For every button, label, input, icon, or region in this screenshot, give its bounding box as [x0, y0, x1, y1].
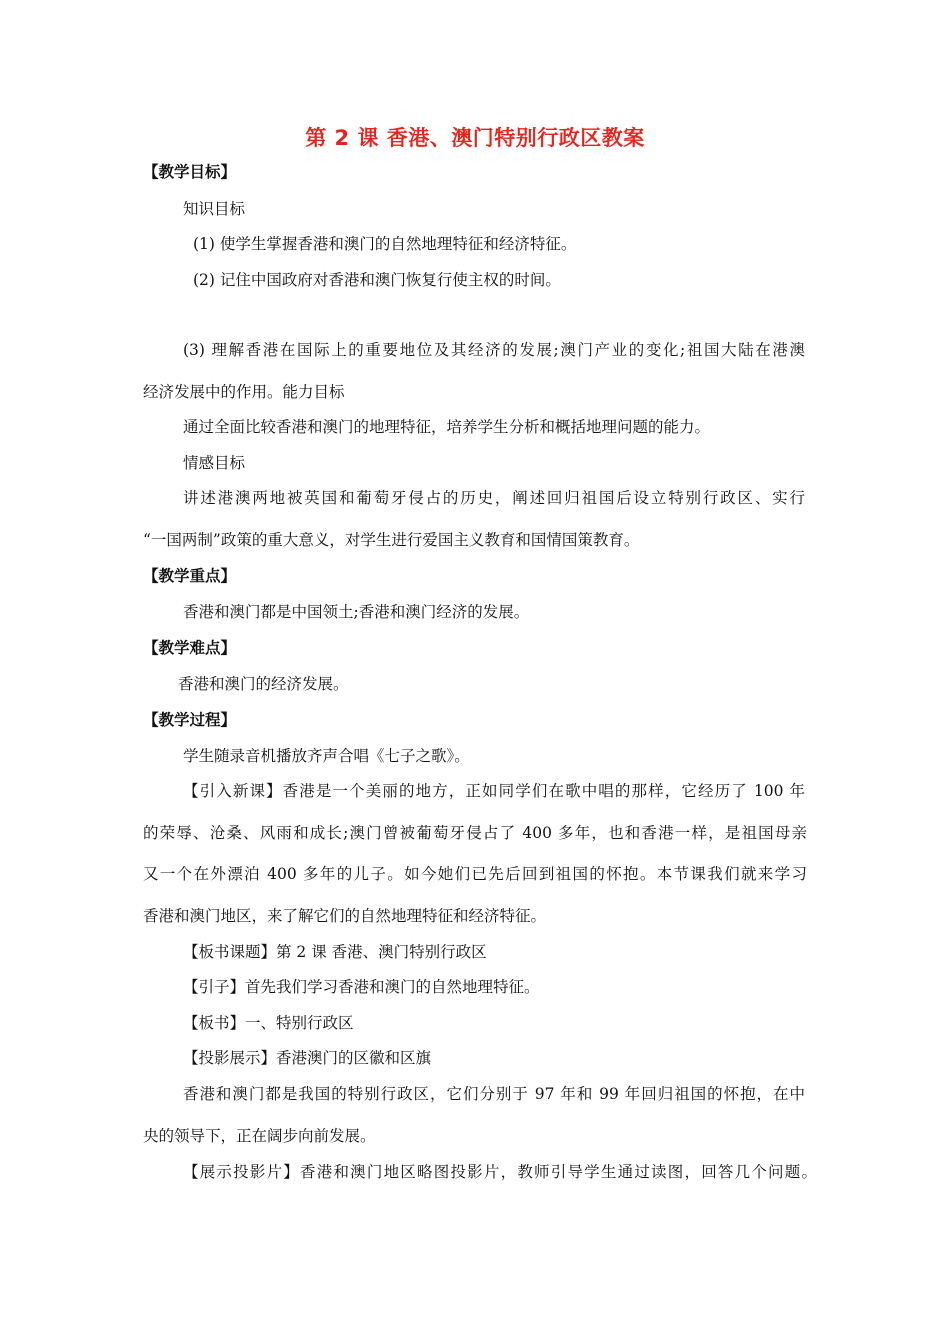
paragraph-key-points: 香港和澳门都是中国领土;香港和澳门经济的发展。: [183, 603, 530, 621]
subheading-knowledge-objectives: 知识目标: [183, 200, 246, 218]
list-item-objective-1: (1) 使学生掌握香港和澳门的自然地理特征和经济特征。: [193, 235, 577, 253]
paragraph-line: 香港和澳门都是我国的特别行政区，它们分别于 97 年和 99 年回归祖国的怀抱，在中: [183, 1085, 805, 1103]
paragraph-line: 又一个在外漂泊 400 多年的儿子。如今她们已先后回到祖国的怀抱。本节课我们就来学习: [143, 865, 807, 883]
list-item-objective-3: (3) 理解香港在国际上的重要地位及其经济的发展;澳门产业的变化;祖国大陆在港澳: [183, 341, 805, 359]
paragraph-line: “一国两制”政策的重大意义，对学生进行爱国主义教育和国情国策教育。: [143, 531, 640, 549]
paragraph-line: 【引子】首先我们学习香港和澳门的自然地理特征。: [183, 978, 540, 996]
document-title: 第 2 课 香港、澳门特别行政区教案: [305, 126, 645, 150]
paragraph-line: 香港和澳门地区，来了解它们的自然地理特征和经济特征。: [143, 907, 547, 925]
paragraph-line: 【展示投影片】香港和澳门地区略图投影片，教师引导学生通过读图，回答几个问题。: [183, 1163, 817, 1181]
section-heading-difficulties: 【教学难点】: [143, 638, 237, 657]
paragraph-line: 学生随录音机播放齐声合唱《七子之歌》。: [183, 747, 470, 765]
section-heading-process: 【教学过程】: [143, 710, 237, 729]
paragraph-line: 经济发展中的作用。能力目标: [143, 383, 345, 401]
paragraph-difficulties: 香港和澳门的经济发展。: [178, 675, 349, 693]
paragraph-line: 央的领导下，正在阔步向前发展。: [143, 1127, 376, 1145]
paragraph-ability-objectives: 通过全面比较香港和澳门的地理特征，培养学生分析和概括地理问题的能力。: [183, 418, 711, 436]
paragraph-line: 【引入新课】香港是一个美丽的地方，正如同学们在歌中唱的那样，它经历了 100 年: [183, 782, 805, 800]
paragraph-line: 讲述港澳两地被英国和葡萄牙侵占的历史，阐述回归祖国后设立特别行政区、实行: [183, 489, 805, 507]
subheading-emotional-objectives: 情感目标: [183, 454, 246, 472]
list-item-objective-2: (2) 记住中国政府对香港和澳门恢复行使主权的时间。: [193, 271, 561, 289]
paragraph-line: 【投影展示】香港澳门的区徽和区旗: [183, 1049, 432, 1067]
paragraph-line: 【板书课题】第 2 课 香港、澳门特别行政区: [183, 943, 487, 961]
section-heading-key-points: 【教学重点】: [143, 566, 237, 585]
paragraph-line: 【板书】一、特别行政区: [183, 1014, 354, 1032]
paragraph-line: 的荣辱、沧桑、风雨和成长;澳门曾被葡萄牙侵占了 400 多年，也和香港一样，是祖国母亲: [143, 824, 807, 842]
section-heading-objectives: 【教学目标】: [143, 162, 237, 181]
